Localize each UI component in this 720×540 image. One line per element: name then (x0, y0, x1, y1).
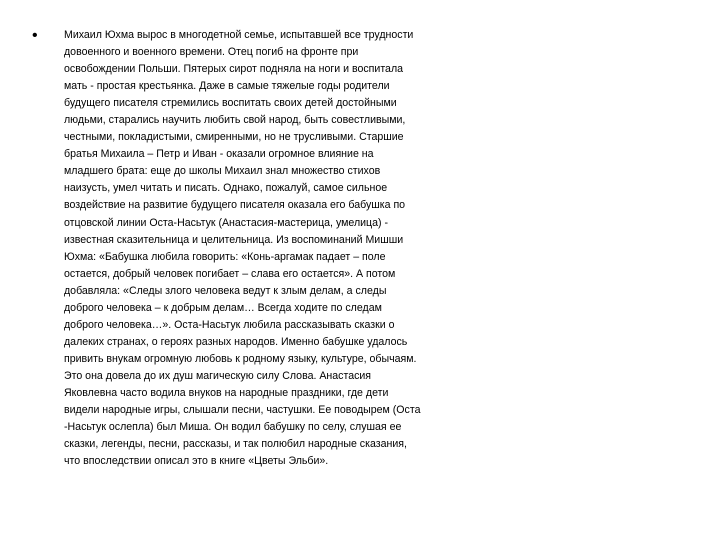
text-line: довоенного и военного времени. Отец погиб на фронте при (64, 46, 359, 59)
text-line: младшего брата: еще до школы Михаил знал множество стихов (64, 165, 381, 178)
text-line: доброго человека – к добрым делам… Всегда ходите по следам (64, 301, 382, 314)
text-line: будущего писателя стремились воспитать своих детей достойными (64, 97, 397, 110)
text-line: наизусть, умел читать и писать. Однако, пожалуй, самое сильное (64, 182, 388, 195)
text-line: воздействие на развитие будущего писателя оказала его бабушка по (64, 199, 406, 212)
text-line: Это она довела до их душ магическую силу Слова. Анастасия (64, 369, 372, 382)
text-line: освобождении Польши. Пятерых сирот подняла на ноги и воспитала (64, 63, 404, 76)
text-line: братья Михаила – Петр и Иван - оказали огромное влияние на (64, 148, 374, 161)
text-line: привить внукам огромную любовь к родному языку, культуре, обычаям. (64, 352, 417, 365)
text-line: видели народные игры, слышали песни, частушки. Ее поводырем (Оста (64, 404, 421, 417)
biography-paragraph (64, 27, 714, 470)
text-line: Михаил Юхма вырос в многодетной семье, испытавшей все трудности (64, 29, 414, 41)
text-line: доброго человека…». Оста-Насьтук любила рассказывать сказки о (64, 318, 395, 331)
text-line: остается, добрый человек погибает – слава его остается». А потом (64, 267, 396, 280)
text-line: известная сказительница и целительница. Из воспоминаний Мишши (64, 233, 404, 246)
text-line: людьми, старались научить любить свой народ, быть совестливыми, (64, 114, 406, 127)
text-line: сказки, легенды, песни, рассказы, и так полюбил народные сказания, (64, 438, 407, 451)
text-line: честными, покладистыми, смиренными, но не трусливыми. Старшие (64, 131, 404, 144)
text-line: добавляла: «Следы злого человека ведут к злым делам, а следы (64, 284, 387, 297)
bullet-marker: • (32, 27, 38, 44)
text-line: Юхма: «Бабушка любила говорить: «Конь-аргамак падает – поле (64, 250, 386, 263)
text-line: далеких странах, о героях разных народов. Именно бабушке удалось (64, 335, 408, 348)
text-line: мать - простая крестьянка. Даже в самые тяжелые годы родители (64, 80, 390, 93)
text-line: что впоследствии описал это в книге «Цветы Эльби». (64, 455, 329, 468)
text-line: Яковлевна часто водила внуков на народные праздники, где дети (64, 386, 389, 399)
text-line: -Насьтук ослепла) был Миша. Он водил бабушку по селу, слушая ее (64, 421, 402, 434)
text-line: отцовской линии Оста-Насьтук (Анастасия-мастерица, умелица) - (64, 216, 389, 229)
